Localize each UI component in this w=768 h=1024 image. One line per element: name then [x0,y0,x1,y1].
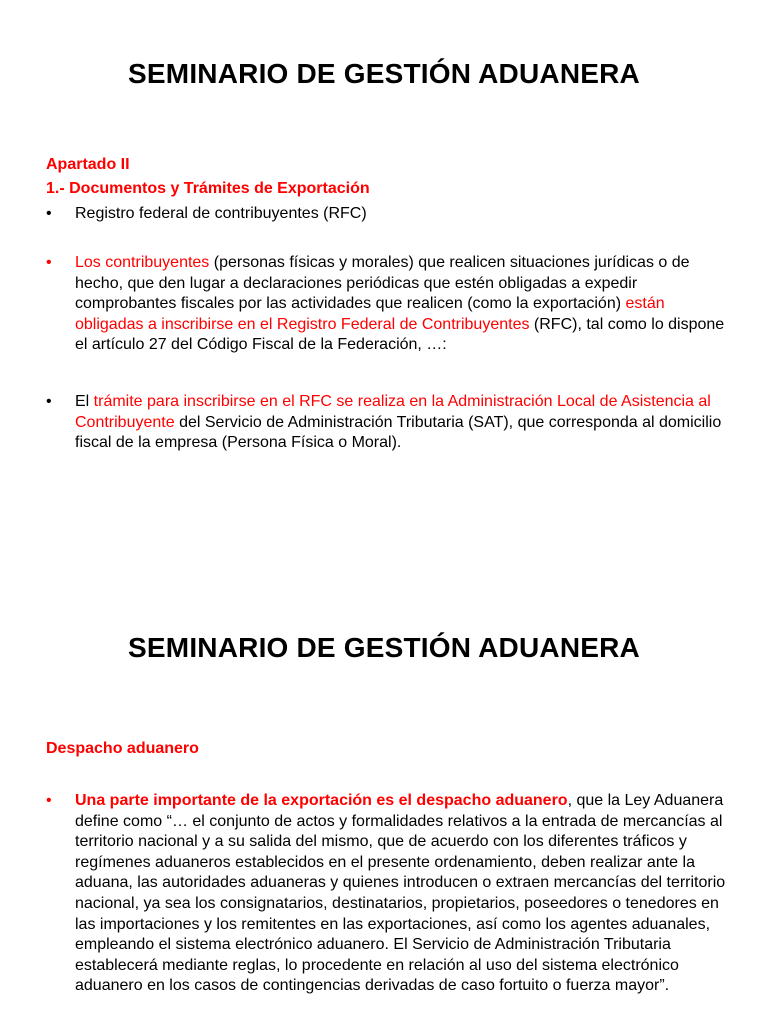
bullet-contribuyentes [46,253,726,356]
bullet-despacho [46,791,726,997]
body-text: (RFC), tal como lo dispone el artículo 27 del Código Fiscal de la Federación, …: [75,315,725,354]
section-label: Apartado II [46,156,130,173]
bullet-dot-icon: • [46,393,52,410]
bullet-rfc [46,204,726,225]
highlight-text: Una parte importante de la exportación es el despacho aduanero [75,792,568,809]
bullet-text [75,253,726,356]
body-text: , que la Ley Aduanera define como “… el conjunto de actos y formalidades relativos a la entrada de mercancías al territorio nacional y a su salida del mismo, que de acuerdo con los diferentes tráficos y regímenes aduaneros establecidos en el presente ordenamiento, deben realizar ante la aduana, las autoridades aduaneras y quienes introducen o extraen mercancías del territorio nacional, ya sea los consignatarios, destinatarios, propietarios, poseedores o tenedores en las importaciones y los remitentes en las exportaciones, así como los agentes aduanales, empleando el sistema electrónico aduanero. El Servicio de Administración Tributaria establecerá mediante reglas, lo procedente en relación al uso del sistema electrónico aduanero en los casos de contingencias derivadas de caso fortuito o fuerza mayor”. [75,792,726,995]
bullet-text [75,392,726,454]
slide-title: SEMINARIO DE GESTIÓN ADUANERA [128,58,640,89]
highlight-text: trámite para inscribirse en el RFC se realiza en la Administración Local de Asistencia al Contribuyente [75,393,711,431]
body-text: (personas físicas y morales) que realicen situaciones jurídicas o de hecho, que den lugar a declaraciones periódicas que estén obligadas a expedir comprobantes fiscales por las actividades que realicen (como la exportación) [75,254,690,313]
body-text: El [75,393,94,410]
bullet-text [75,791,726,997]
bullet-dot-icon: • [46,254,52,271]
slide-title: SEMINARIO DE GESTIÓN ADUANERA [128,632,640,663]
bullet-text: Registro federal de contribuyentes (RFC) [75,205,367,222]
subsection-heading: 1.- Documentos y Trámites de Exportación [46,180,370,197]
highlight-text: Los contribuyentes [75,254,210,271]
bullet-dot-icon: • [46,792,52,809]
bullet-dot-icon: • [46,205,52,222]
bullet-tramite [46,392,726,454]
body-text: del Servicio de Administración Tributaria (SAT), que corresponda al domicilio fiscal de la empresa (Persona Física o Moral). [75,413,722,452]
section-label: Despacho aduanero [46,740,199,757]
slide-2 [0,512,768,1024]
highlight-text: están obligadas a inscribirse en el Registro Federal de Contribuyentes [75,295,665,333]
